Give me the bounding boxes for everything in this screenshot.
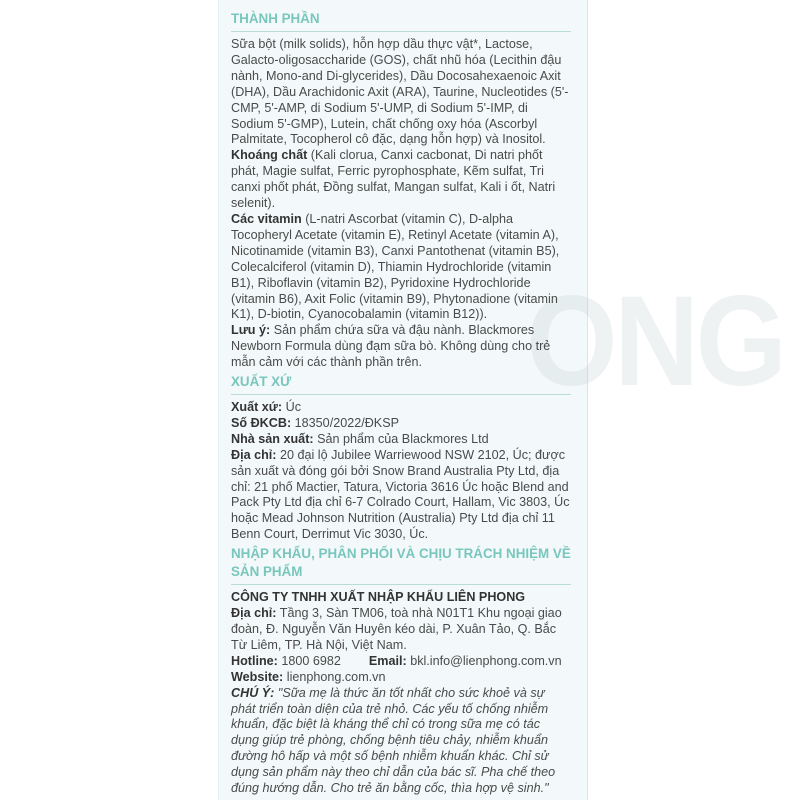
note-text: Sản phẩm chứa sữa và đậu nành. Blackmores Newborn Formula dùng đạm sữa bò. Không dùng cho trẻ mẫn cảm với các thành phần trên. — [231, 323, 551, 370]
ingredients-section — [231, 10, 571, 371]
importer-title: NHẬP KHẨU, PHÂN PHỐI VÀ CHỊU TRÁCH NHIỆM VỀ SẢN PHẨM — [231, 546, 571, 580]
contact-row — [231, 654, 571, 670]
hotline-label: Hotline: — [231, 653, 278, 668]
origin-line — [231, 400, 571, 416]
brand-watermark: ONG — [526, 270, 784, 413]
email-label: Email: — [368, 653, 407, 668]
minerals-text: (Kali clorua, Canxi cacbonat, Di natri phốt phát, Magie sulfat, Ferric pyrophosphate, Kẽm sulfat, Tri canxi phốt phát, Đồng sulfat, Mangan sulfat, Kali i ốt, Natri selenit). — [231, 148, 556, 211]
importer-address — [231, 606, 571, 654]
registration-label: Số ĐKCB: — [231, 415, 292, 430]
importer-section — [231, 545, 571, 797]
address-value: 20 đại lộ Jubilee Warriewood NSW 2102, Úc; được sản xuất và đóng gói bởi Snow Brand Australia Pty Ltd, địa chỉ: 21 phố Mactier, Tatura, Victoria 3616 Úc hoặc Blend and Pack Pty Ltd địa chỉ 6-7 Colrado Court, Hallam, Vic 3803, Úc hoặc Mead Johnson Nutrition (Australia) Pty Ltd địa chỉ 11 Benn Court, Derrimut Vic 3030, Úc. — [231, 447, 570, 542]
origin-label: Xuất xứ: — [231, 400, 283, 415]
origin-value: Úc — [282, 400, 301, 415]
caution-text: "Sữa mẹ là thức ăn tốt nhất cho sức khoẻ và sự phát triển toàn diện của trẻ nhỏ. Các yếu tố chống nhiễm khuẩn, đặc biệt là kháng thể chỉ có trong sữa mẹ có tác dụng giúp trẻ phòng, chống bệnh tiêu chảy, nhiễm khuẩn đường hô hấp và một số bệnh nhiễm khuẩn khác. Chỉ sử dụng sản phẩm này theo chỉ dẫn của bác sĩ. Pha chế theo đúng hướng dẫn. Cho trẻ ăn bằng cốc, thìa hợp vệ sinh." — [231, 685, 556, 796]
email-value: bkl.info@lienphong.com.vn — [406, 653, 562, 668]
allergy-note — [231, 323, 571, 371]
origin-title: XUẤT XỨ — [231, 374, 292, 390]
address-label: Địa chỉ: — [231, 447, 277, 462]
caution-label: CHÚ Ý: — [231, 685, 275, 700]
manufacturer-address — [231, 448, 571, 543]
section-divider — [231, 31, 571, 32]
ingredients-body: Sữa bột (milk solids), hỗn hợp dầu thực vật*, Lactose, Galacto-oligosaccharide (GOS), chất nhũ hóa (Lecithin đậu nành, Mono-and Di-glycerides), Dầu Docosahexaenoic Axit (DHA), Dầu Arachidonic Axit (ARA), Taurine, Nucleotides (5'-CMP, 5'-AMP, di Sodium 5'-UMP, di Sodium 5'-IMP, di Sodium 5'-GMP), Lutein, chất chống oxy hóa (Ascorbyl Palmitate, Tocopherol cô đặc, dạng hỗn hợp) và Inositol. — [231, 37, 569, 147]
registration-value: 18350/2022/ĐKSP — [291, 415, 399, 430]
vitamins-text: (L-natri Ascorbat (vitamin C), D-alpha Tocopheryl Acetate (vitamin E), Retinyl Acetate (vitamin A), Nicotinamide (vitamin B3), Canxi Pantothenat (vitamin B5), Colecalciferol (vitamin D), Thiamin Hydrochloride (vitamin B1), Riboflavin (vitamin B2), Pyridoxine Hydrochloride (vitamin B6), Axit Folic (vitamin B9), Phytonadione (vitamin K1), D-biotin, Cyanocobalamin (vitamin B12)). — [231, 211, 560, 322]
manufacturer-line — [231, 432, 571, 448]
importer-address-value: Tầng 3, Sàn TM06, toà nhà N01T1 Khu ngoại giao đoàn, Đ. Nguyễn Văn Huyên kéo dài, P. Xuân Tảo, Q. Bắc Từ Liêm, TP. Hà Nội, Việt Nam. — [231, 606, 562, 652]
manufacturer-value: Sản phẩm của Blackmores Ltd — [313, 431, 489, 446]
note-label: Lưu ý: — [231, 323, 271, 338]
section-divider — [231, 394, 571, 395]
vitamins-label: Các vitamin — [231, 211, 302, 226]
website-line — [231, 670, 571, 686]
minerals-label: Khoáng chất — [231, 148, 308, 163]
website-value: lienphong.com.vn — [283, 669, 386, 684]
origin-section — [231, 373, 571, 543]
section-divider — [231, 584, 571, 585]
caution-paragraph — [231, 686, 571, 797]
registration-line — [231, 416, 571, 432]
label-content — [231, 10, 571, 797]
company-name: CÔNG TY TNHH XUẤT NHẬP KHẨU LIÊN PHONG — [231, 590, 526, 605]
ingredients-title: THÀNH PHẦN — [231, 11, 320, 26]
importer-company — [231, 590, 571, 606]
hotline-value: 1800 6982 — [277, 653, 341, 668]
email-line — [369, 654, 562, 670]
vitamins-paragraph — [231, 212, 571, 323]
manufacturer-label: Nhà sản xuất: — [231, 431, 314, 446]
importer-address-label: Địa chỉ: — [231, 606, 277, 621]
minerals-paragraph — [231, 148, 571, 212]
product-label-panel — [218, 0, 784, 800]
hotline-line — [231, 654, 341, 670]
website-label: Website: — [231, 669, 284, 684]
